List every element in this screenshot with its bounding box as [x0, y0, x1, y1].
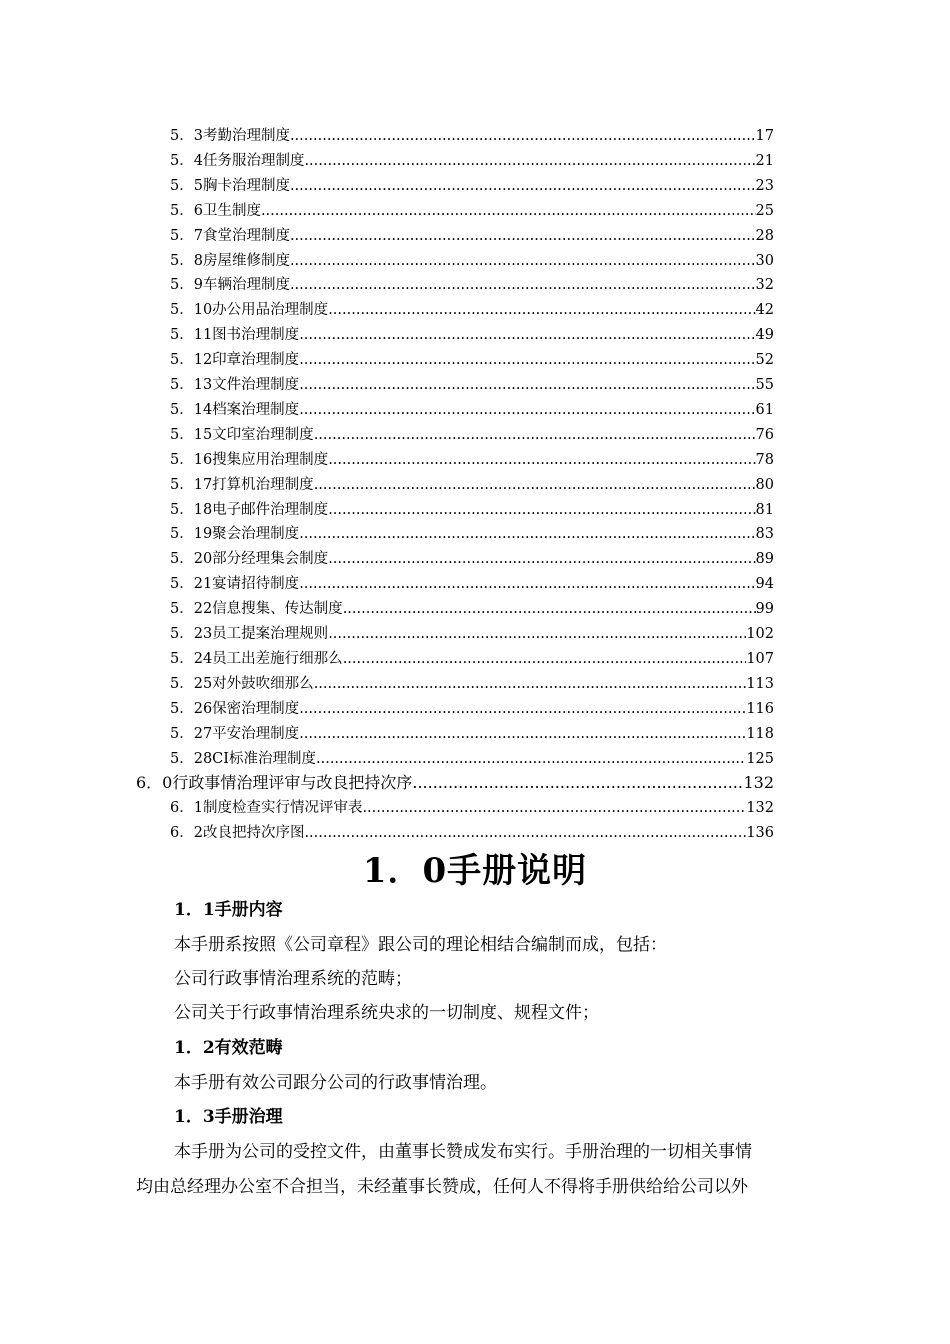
toc-entry[interactable] — [170, 174, 774, 199]
toc-leader-dots — [290, 124, 756, 149]
toc-entry-page: 118 — [746, 725, 774, 742]
toc-entry-page: 113 — [746, 675, 774, 692]
toc-entry-page: 102 — [746, 626, 774, 642]
toc-leader-dots — [290, 224, 756, 249]
toc-entry-page: 17 — [755, 128, 774, 144]
toc-entry-page: 132 — [743, 773, 774, 793]
toc-entry-page: 136 — [746, 825, 774, 842]
toc-entry-title: 5．11图书治理制度 — [170, 327, 300, 344]
toc-entry-title: 5．12印章治理制度 — [170, 352, 300, 369]
section-heading-scope: 1．2有效范畴 — [174, 1038, 283, 1058]
toc-leader-dots — [304, 149, 755, 174]
toc-entry[interactable] — [170, 522, 774, 547]
toc-entry-title: 5．21宴请招待制度 — [170, 576, 300, 593]
toc-entry[interactable] — [170, 547, 774, 572]
toc-entry-page: 61 — [755, 401, 774, 418]
toc-leader-dots — [299, 348, 755, 373]
toc-entry[interactable] — [170, 647, 774, 672]
toc-entry-title: 5．18电子邮件治理制度 — [170, 501, 329, 518]
toc-entry[interactable] — [170, 622, 774, 647]
toc-entry[interactable] — [170, 572, 774, 597]
toc-leader-dots — [299, 373, 755, 398]
toc-leader-dots — [328, 622, 746, 647]
toc-entry[interactable] — [170, 498, 774, 523]
toc-entry-page: 80 — [755, 476, 774, 493]
toc-entry-page: 107 — [746, 650, 774, 667]
toc-leader-dots — [328, 498, 755, 523]
toc-entry-title: 6．1制度检查实行情况评审表 — [170, 800, 363, 817]
toc-leader-dots — [412, 771, 743, 796]
toc-entry-title: 5．7食堂治理制度 — [170, 227, 290, 244]
toc-entry[interactable] — [170, 149, 774, 174]
toc-entry[interactable] — [170, 224, 774, 249]
toc-entry-page: 89 — [755, 551, 774, 568]
toc-leader-dots — [299, 697, 746, 722]
toc-entry-page: 23 — [755, 177, 774, 194]
toc-entry-title: 5．27平安治理制度 — [170, 725, 300, 742]
toc-entry[interactable] — [170, 672, 774, 697]
toc-entry-page: 94 — [755, 576, 774, 593]
toc-leader-dots — [304, 821, 746, 846]
toc-entry[interactable] — [170, 697, 774, 722]
toc-entry-title: 5．28CI标准治理制度 — [170, 750, 316, 767]
toc-entry-page: 32 — [755, 277, 774, 294]
toc-leader-dots — [299, 572, 755, 597]
toc-entry[interactable] — [170, 249, 774, 274]
toc-entry-title: 6．0行政事情治理评审与改良把持次序 — [136, 773, 413, 793]
toc-entry-page: 78 — [755, 451, 774, 468]
toc-entry-title: 5．10办公用品治理制度 — [170, 302, 329, 319]
toc-entry-title: 5．19聚会治理制度 — [170, 526, 300, 543]
toc-entry-page: 25 — [755, 202, 774, 219]
toc-leader-dots — [328, 547, 755, 572]
toc-leader-dots — [328, 448, 755, 473]
toc-entry-page: 81 — [755, 501, 774, 518]
toc-leader-dots — [343, 647, 747, 672]
toc-leader-dots — [290, 249, 756, 274]
toc-entry[interactable] — [170, 796, 774, 821]
toc-leader-dots — [299, 722, 746, 747]
toc-entry-page: 99 — [755, 601, 774, 618]
toc-entry-page: 116 — [746, 700, 774, 717]
toc-entry-page: 30 — [755, 252, 774, 269]
toc-entry[interactable] — [170, 398, 774, 423]
chapter-title: 1．0手册说明 — [362, 851, 588, 891]
toc-entry-page: 28 — [755, 227, 774, 244]
toc-leader-dots — [328, 298, 755, 323]
toc-entry[interactable] — [170, 199, 774, 224]
toc-entry-title: 5．9车辆治理制度 — [170, 277, 290, 294]
toc-entry-title: 5．25对外鼓吹细那么 — [170, 675, 314, 692]
toc-entry[interactable] — [170, 348, 774, 373]
toc-entry-title: 5．14档案治理制度 — [170, 401, 300, 418]
toc-entry-page: 49 — [755, 327, 774, 344]
toc-entry[interactable] — [170, 124, 774, 149]
paragraph: 公司行政事情治理系统的范畴； — [174, 969, 412, 989]
toc-entry-page: 125 — [746, 750, 774, 767]
toc-entry-title: 5．6卫生制度 — [170, 202, 261, 219]
toc-entry-page: 21 — [755, 152, 774, 169]
toc-leader-dots — [314, 473, 756, 498]
toc-entry-page: 52 — [755, 352, 774, 369]
toc-leader-dots — [299, 398, 755, 423]
paragraph: 本手册有效公司跟分公司的行政事情治理。 — [174, 1073, 497, 1093]
toc-entry-title: 5．17打算机治理制度 — [170, 476, 314, 493]
toc-entry-title: 6．2改良把持次序图 — [170, 825, 305, 842]
toc-entry-page: 42 — [755, 302, 774, 319]
toc-leader-dots — [261, 199, 756, 224]
toc-entry[interactable] — [170, 448, 774, 473]
toc-entry-page: 55 — [755, 377, 774, 393]
toc-entry-title: 5．15文印室治理制度 — [170, 426, 314, 443]
paragraph: 均由总经理办公室不合担当，未经董事长赞成，任何人不得将手册供给给公司以外 — [136, 1177, 748, 1197]
toc-entry[interactable] — [170, 747, 774, 772]
toc-entry[interactable] — [170, 473, 774, 498]
toc-entry[interactable] — [170, 323, 774, 348]
toc-entry[interactable] — [170, 722, 774, 747]
toc-entry-title: 5．22信息搜集、传达制度 — [170, 601, 343, 618]
paragraph: 公司关于行政事情治理系统央求的一切制度、规程文件； — [174, 1003, 599, 1023]
toc-entry[interactable] — [170, 373, 774, 398]
toc-leader-dots — [362, 796, 746, 821]
section-heading-contents: 1．1手册内容 — [174, 900, 283, 920]
paragraph: 本手册为公司的受控文件，由董事长赞成发布实行。手册治理的一切相关事情 — [174, 1142, 752, 1162]
toc-entry-title: 5．8房屋维修制度 — [170, 252, 290, 269]
paragraph: 本手册系按照《公司章程》跟公司的理论相结合编制而成，包括： — [174, 935, 667, 955]
toc-leader-dots — [299, 323, 755, 348]
toc-entry[interactable] — [170, 423, 774, 448]
toc-entry-page: 76 — [755, 426, 774, 443]
toc-entry[interactable] — [170, 273, 774, 298]
toc-entry[interactable] — [136, 771, 774, 796]
toc-leader-dots — [290, 273, 756, 298]
toc-leader-dots — [343, 597, 756, 622]
toc-leader-dots — [316, 747, 746, 772]
toc-entry[interactable] — [170, 298, 774, 323]
toc-entry-title: 5．16搜集应用治理制度 — [170, 451, 329, 468]
toc-entry-title: 5．26保密治理制度 — [170, 700, 300, 717]
toc-leader-dots — [299, 522, 755, 547]
toc-entry-title: 5．23员工提案治理规则 — [170, 626, 329, 642]
toc-entry-title: 5．20部分经理集会制度 — [170, 551, 329, 568]
toc-entry-title: 5．4任务服治理制度 — [170, 152, 305, 169]
toc-entry-title: 5．5胸卡治理制度 — [170, 177, 290, 194]
toc-entry-page: 132 — [746, 800, 774, 817]
toc-leader-dots — [290, 174, 756, 199]
toc-entry-title: 5．3考勤治理制度 — [170, 128, 290, 144]
toc-entry-page: 83 — [755, 526, 774, 543]
toc-leader-dots — [314, 423, 756, 448]
toc-entry[interactable] — [170, 597, 774, 622]
toc-entry[interactable] — [170, 821, 774, 846]
toc-entry-title: 5．13文件治理制度 — [170, 377, 300, 393]
toc-leader-dots — [314, 672, 747, 697]
toc-entry-title: 5．24员工出差施行细那么 — [170, 650, 343, 667]
section-heading-management: 1．3手册治理 — [174, 1107, 283, 1127]
